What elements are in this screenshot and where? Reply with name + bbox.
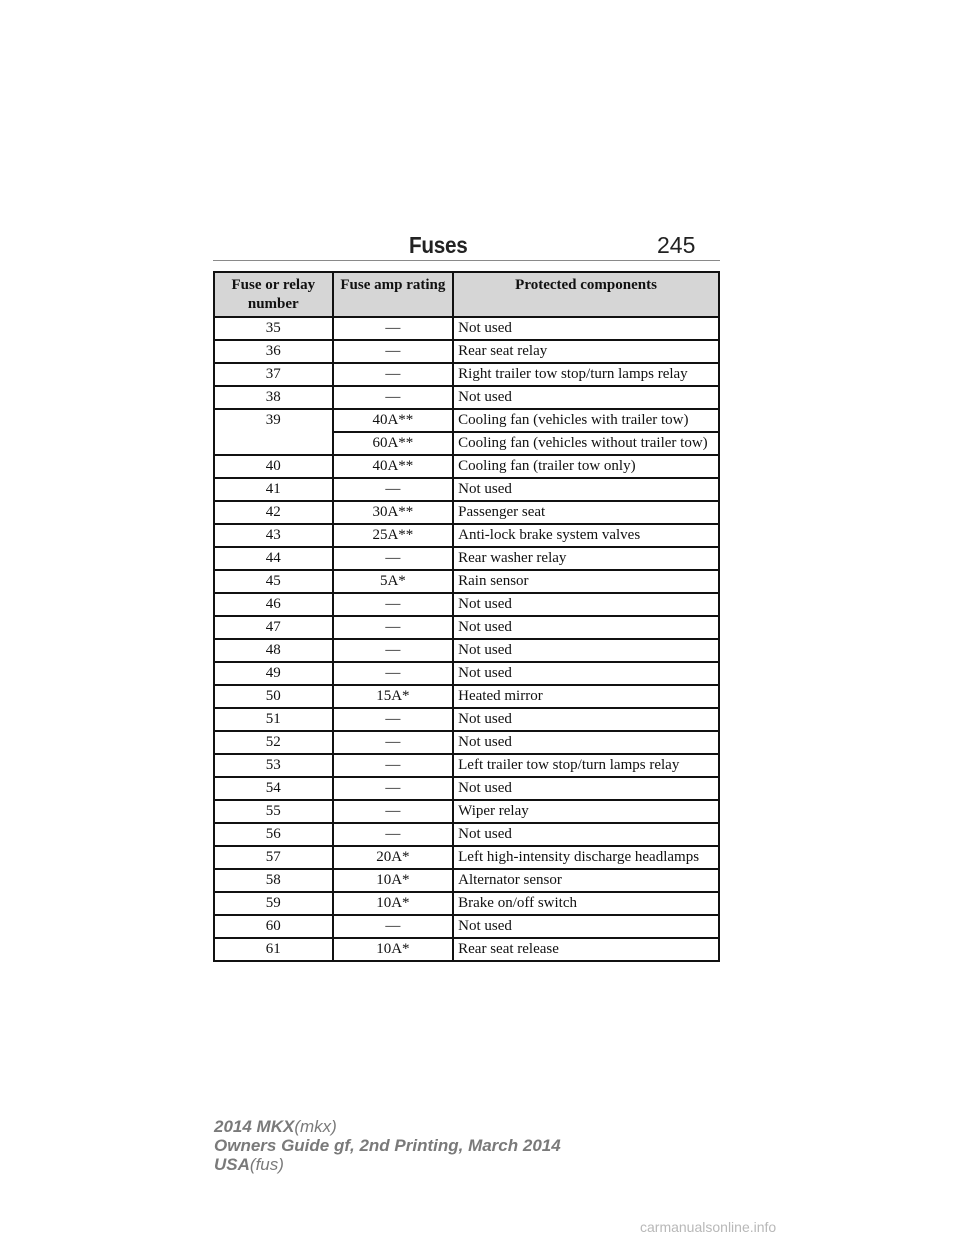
fuse-rating-cell: — xyxy=(333,777,454,800)
fuse-rating-cell: — xyxy=(333,708,454,731)
fuse-rating-cell: — xyxy=(333,754,454,777)
footer-market: USA xyxy=(214,1155,250,1174)
fuse-number-cell: 36 xyxy=(214,340,333,363)
table-row xyxy=(214,846,719,869)
fuse-number-cell: 37 xyxy=(214,363,333,386)
fuse-rating-cell: — xyxy=(333,593,454,616)
fuse-rating-cell: 10A* xyxy=(333,892,454,915)
fuse-rating-cell: 10A* xyxy=(333,938,454,961)
fuse-rating-cell: — xyxy=(333,478,454,501)
fuse-rating-cell: — xyxy=(333,639,454,662)
table-row xyxy=(214,938,719,961)
footer-line-model xyxy=(214,1117,561,1136)
fuse-rating-cell: 30A** xyxy=(333,501,454,524)
footer-line-guide xyxy=(214,1136,561,1155)
fuse-number-cell: 44 xyxy=(214,547,333,570)
table-row xyxy=(214,409,719,432)
fuse-number-cell: 45 xyxy=(214,570,333,593)
fuse-rating-cell: 40A** xyxy=(333,409,454,432)
protected-component-cell: Not used xyxy=(453,386,719,409)
fuse-rating-cell: — xyxy=(333,363,454,386)
table-row xyxy=(214,455,719,478)
footer-model-code: (mkx) xyxy=(294,1117,337,1136)
fuse-number-cell: 38 xyxy=(214,386,333,409)
footer-model: 2014 MKX xyxy=(214,1117,295,1136)
fuse-number-cell: 40 xyxy=(214,455,333,478)
table-row xyxy=(214,639,719,662)
table-row xyxy=(214,754,719,777)
page-header xyxy=(213,232,720,261)
protected-component-cell: Heated mirror xyxy=(453,685,719,708)
fuse-rating-cell: — xyxy=(333,547,454,570)
fuse-rating-cell: 25A** xyxy=(333,524,454,547)
fuse-rating-cell: 60A** xyxy=(333,432,454,455)
protected-component-cell: Rear washer relay xyxy=(453,547,719,570)
protected-component-cell: Rear seat relay xyxy=(453,340,719,363)
protected-component-cell: Rear seat release xyxy=(453,938,719,961)
table-row xyxy=(214,685,719,708)
protected-component-cell: Rain sensor xyxy=(453,570,719,593)
table-row xyxy=(214,800,719,823)
protected-component-cell: Brake on/off switch xyxy=(453,892,719,915)
protected-component-cell: Not used xyxy=(453,777,719,800)
protected-component-cell: Not used xyxy=(453,915,719,938)
protected-component-cell: Not used xyxy=(453,317,719,340)
table-row xyxy=(214,616,719,639)
table-row xyxy=(214,869,719,892)
table-row xyxy=(214,340,719,363)
fuse-number-cell: 41 xyxy=(214,478,333,501)
protected-component-cell: Passenger seat xyxy=(453,501,719,524)
table-row xyxy=(214,501,719,524)
fuse-rating-cell: — xyxy=(333,800,454,823)
fuse-number-cell: 52 xyxy=(214,731,333,754)
fuse-number-cell: 51 xyxy=(214,708,333,731)
fuse-rating-cell: — xyxy=(333,340,454,363)
fuse-number-cell: 61 xyxy=(214,938,333,961)
fuse-number-cell: 60 xyxy=(214,915,333,938)
fuse-table xyxy=(213,271,720,962)
fuse-number-cell: 49 xyxy=(214,662,333,685)
protected-component-cell: Right trailer tow stop/turn lamps relay xyxy=(453,363,719,386)
protected-component-cell: Not used xyxy=(453,708,719,731)
fuse-number-cell: 43 xyxy=(214,524,333,547)
fuse-rating-cell: — xyxy=(333,317,454,340)
footer-market-code: (fus) xyxy=(249,1155,284,1174)
fuse-rating-cell: 10A* xyxy=(333,869,454,892)
fuse-rating-cell: — xyxy=(333,662,454,685)
document-footer xyxy=(214,1117,561,1174)
table-row xyxy=(214,524,719,547)
protected-component-cell: Cooling fan (trailer tow only) xyxy=(453,455,719,478)
protected-component-cell: Left trailer tow stop/turn lamps relay xyxy=(453,754,719,777)
fuse-number-cell: 39 xyxy=(214,409,333,455)
protected-component-cell: Cooling fan (vehicles without trailer tow) xyxy=(453,432,719,455)
fuse-rating-cell: 15A* xyxy=(333,685,454,708)
table-body xyxy=(214,317,719,961)
fuse-number-cell: 54 xyxy=(214,777,333,800)
fuse-rating-cell: — xyxy=(333,386,454,409)
protected-component-cell: Left high-intensity discharge headlamps xyxy=(453,846,719,869)
column-header-rating: Fuse amp rating xyxy=(333,272,454,317)
table-row xyxy=(214,662,719,685)
fuse-number-cell: 55 xyxy=(214,800,333,823)
table-row xyxy=(214,892,719,915)
table-row xyxy=(214,593,719,616)
fuse-number-cell: 46 xyxy=(214,593,333,616)
protected-component-cell: Not used xyxy=(453,616,719,639)
protected-component-cell: Not used xyxy=(453,639,719,662)
protected-component-cell: Wiper relay xyxy=(453,800,719,823)
fuse-number-cell: 35 xyxy=(214,317,333,340)
fuse-rating-cell: 5A* xyxy=(333,570,454,593)
table-row xyxy=(214,363,719,386)
protected-component-cell: Not used xyxy=(453,593,719,616)
fuse-rating-cell: — xyxy=(333,823,454,846)
fuse-rating-cell: — xyxy=(333,616,454,639)
column-header-components: Protected components xyxy=(453,272,719,317)
fuse-number-cell: 47 xyxy=(214,616,333,639)
fuse-rating-cell: — xyxy=(333,915,454,938)
page-number: 245 xyxy=(657,232,696,258)
fuse-number-cell: 48 xyxy=(214,639,333,662)
table-header-row xyxy=(214,272,719,317)
protected-component-cell: Cooling fan (vehicles with trailer tow) xyxy=(453,409,719,432)
table-row xyxy=(214,915,719,938)
watermark: carmanualsonline.info xyxy=(640,1219,777,1235)
fuse-number-cell: 57 xyxy=(214,846,333,869)
protected-component-cell: Not used xyxy=(453,823,719,846)
protected-component-cell: Anti-lock brake system valves xyxy=(453,524,719,547)
table-row xyxy=(214,570,719,593)
fuse-number-cell: 59 xyxy=(214,892,333,915)
fuse-number-cell: 53 xyxy=(214,754,333,777)
footer-line-market xyxy=(214,1155,561,1174)
fuse-number-cell: 50 xyxy=(214,685,333,708)
fuse-number-cell: 56 xyxy=(214,823,333,846)
fuse-rating-cell: 20A* xyxy=(333,846,454,869)
section-title: Fuses xyxy=(409,232,468,258)
table-row xyxy=(214,731,719,754)
table-row xyxy=(214,547,719,570)
protected-component-cell: Not used xyxy=(453,662,719,685)
protected-component-cell: Alternator sensor xyxy=(453,869,719,892)
column-header-number: Fuse or relay number xyxy=(214,272,333,317)
table-row xyxy=(214,478,719,501)
table-row xyxy=(214,777,719,800)
fuse-rating-cell: 40A** xyxy=(333,455,454,478)
protected-component-cell: Not used xyxy=(453,731,719,754)
protected-component-cell: Not used xyxy=(453,478,719,501)
table-row xyxy=(214,823,719,846)
table-row xyxy=(214,386,719,409)
fuse-rating-cell: — xyxy=(333,731,454,754)
table-row xyxy=(214,317,719,340)
fuse-number-cell: 58 xyxy=(214,869,333,892)
footer-guide: Owners Guide gf, 2nd Printing, March 2014 xyxy=(214,1136,561,1155)
fuse-number-cell: 42 xyxy=(214,501,333,524)
table-row xyxy=(214,708,719,731)
